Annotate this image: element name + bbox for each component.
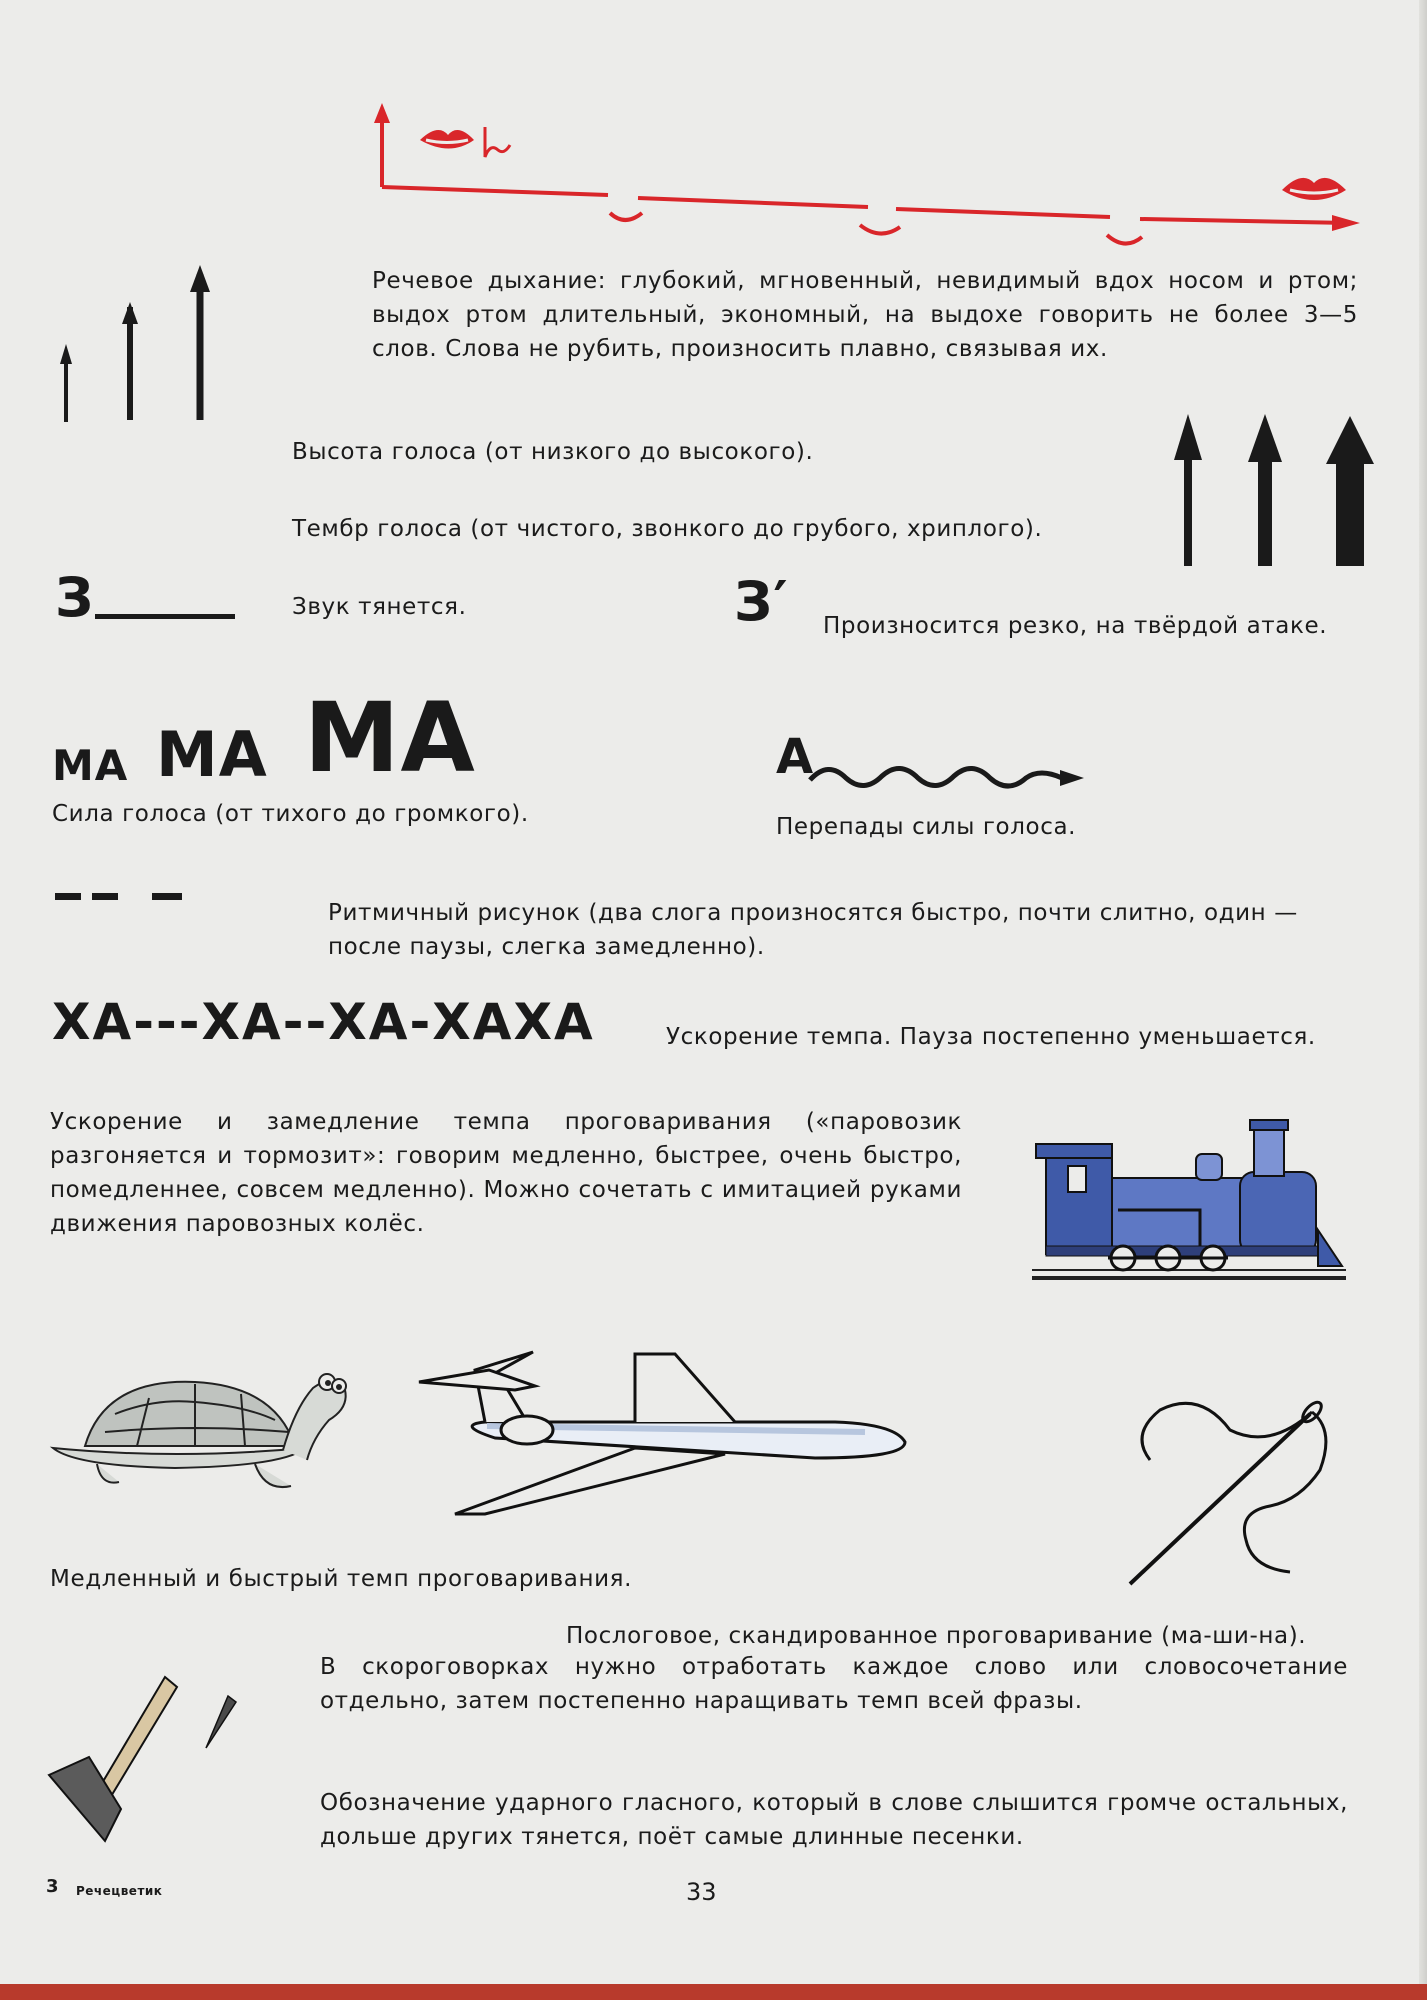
sound-long-text: Звук тянется. <box>292 594 467 620</box>
up-arrow-icon <box>122 302 138 420</box>
up-arrow-icon <box>1326 416 1374 566</box>
slow-fast-text: Медленный и быстрый темп проговаривания. <box>50 1566 632 1592</box>
volume-change-text: Перепады силы голоса. <box>776 814 1077 840</box>
up-arrow-icon <box>60 344 72 422</box>
rhythm-dash <box>92 893 118 900</box>
syllable-large: МА <box>304 682 476 794</box>
cover-edge <box>0 1984 1427 2000</box>
sound-hard-text: Произносится резко, на твёрдой атаке. <box>823 613 1328 639</box>
lips-icon <box>1282 178 1346 200</box>
lips-icon <box>420 130 474 148</box>
volume-text: Сила голоса (от тихого до громкого). <box>52 801 529 827</box>
breathing-text: Речевое дыхание: глубокий, мгновенный, невидимый вдох носом и ртом; выдох ртом длительный, экономный, на выдохе говорить не более 3—5 слов. Слова не рубить, произносить плавно, связывая их. <box>372 268 1358 362</box>
rhythm-dash <box>152 893 182 900</box>
up-arrow-icon <box>1174 414 1202 566</box>
up-arrow-icon <box>190 265 210 420</box>
turtle-icon <box>45 1368 350 1498</box>
tempo-text: Ускорение темпа. Пауза постепенно уменьшается. <box>666 1024 1316 1050</box>
syllable-text: Послоговое, скандированное проговаривание (ма-ши-на). <box>566 1623 1307 1649</box>
footer-book-title: Речецветик <box>76 1884 163 1898</box>
hammer-icon <box>45 1665 185 1845</box>
tongue-twister-text: В скороговорках нужно отработать каждое слово или словосочетание отдельно, затем постепенно наращивать темп всей фразы. <box>320 1654 1348 1714</box>
needle-icon <box>1120 1390 1350 1590</box>
page-number: 33 <box>686 1878 717 1906</box>
syllable-medium: МА <box>156 718 268 791</box>
timbre-arrows <box>1170 410 1380 570</box>
tempo-pattern: ХА---ХА--ХА-ХАХА <box>52 993 595 1051</box>
timbre-text: Тембр голоса (от чистого, звонкого до грубого, хриплого). <box>292 516 1043 542</box>
volume-change-letter: А <box>776 729 815 785</box>
syllable-small: МА <box>52 741 129 790</box>
breathing-diagram <box>370 95 1370 265</box>
rhythm-text: Ритмичный рисунок (два слога произносятся быстро, почти слитно, один — после паузы, слегка замедленно). <box>328 900 1298 960</box>
up-arrow-icon <box>1248 414 1282 566</box>
sound-hard-symbol: З′ <box>734 570 789 633</box>
pitch-arrows <box>50 262 230 432</box>
page-edge <box>1419 0 1427 2000</box>
sound-long-symbol: З <box>55 566 95 629</box>
stress-text: Обозначение ударного гласного, который в слове слышится громче остальных, дольше других тянется, поёт самые длинные песенки. <box>320 1790 1348 1850</box>
rhythm-dash <box>55 893 81 900</box>
nail-icon <box>200 1692 240 1752</box>
sound-long-line <box>95 614 235 619</box>
train-text: Ускорение и замедление темпа проговаривания («паровозик разгоняется и тормозит»: говорим медленно, быстрее, очень быстро, помедленнее, совсем медленно). Можно сочетать с имитацией руками движения паровозных колёс. <box>50 1109 962 1237</box>
pitch-text: Высота голоса (от низкого до высокого). <box>292 439 814 465</box>
airplane-icon <box>415 1330 915 1520</box>
footer-signature: 3 <box>46 1876 59 1897</box>
wavy-arrow <box>800 750 1090 800</box>
train-icon <box>1028 1118 1348 1283</box>
